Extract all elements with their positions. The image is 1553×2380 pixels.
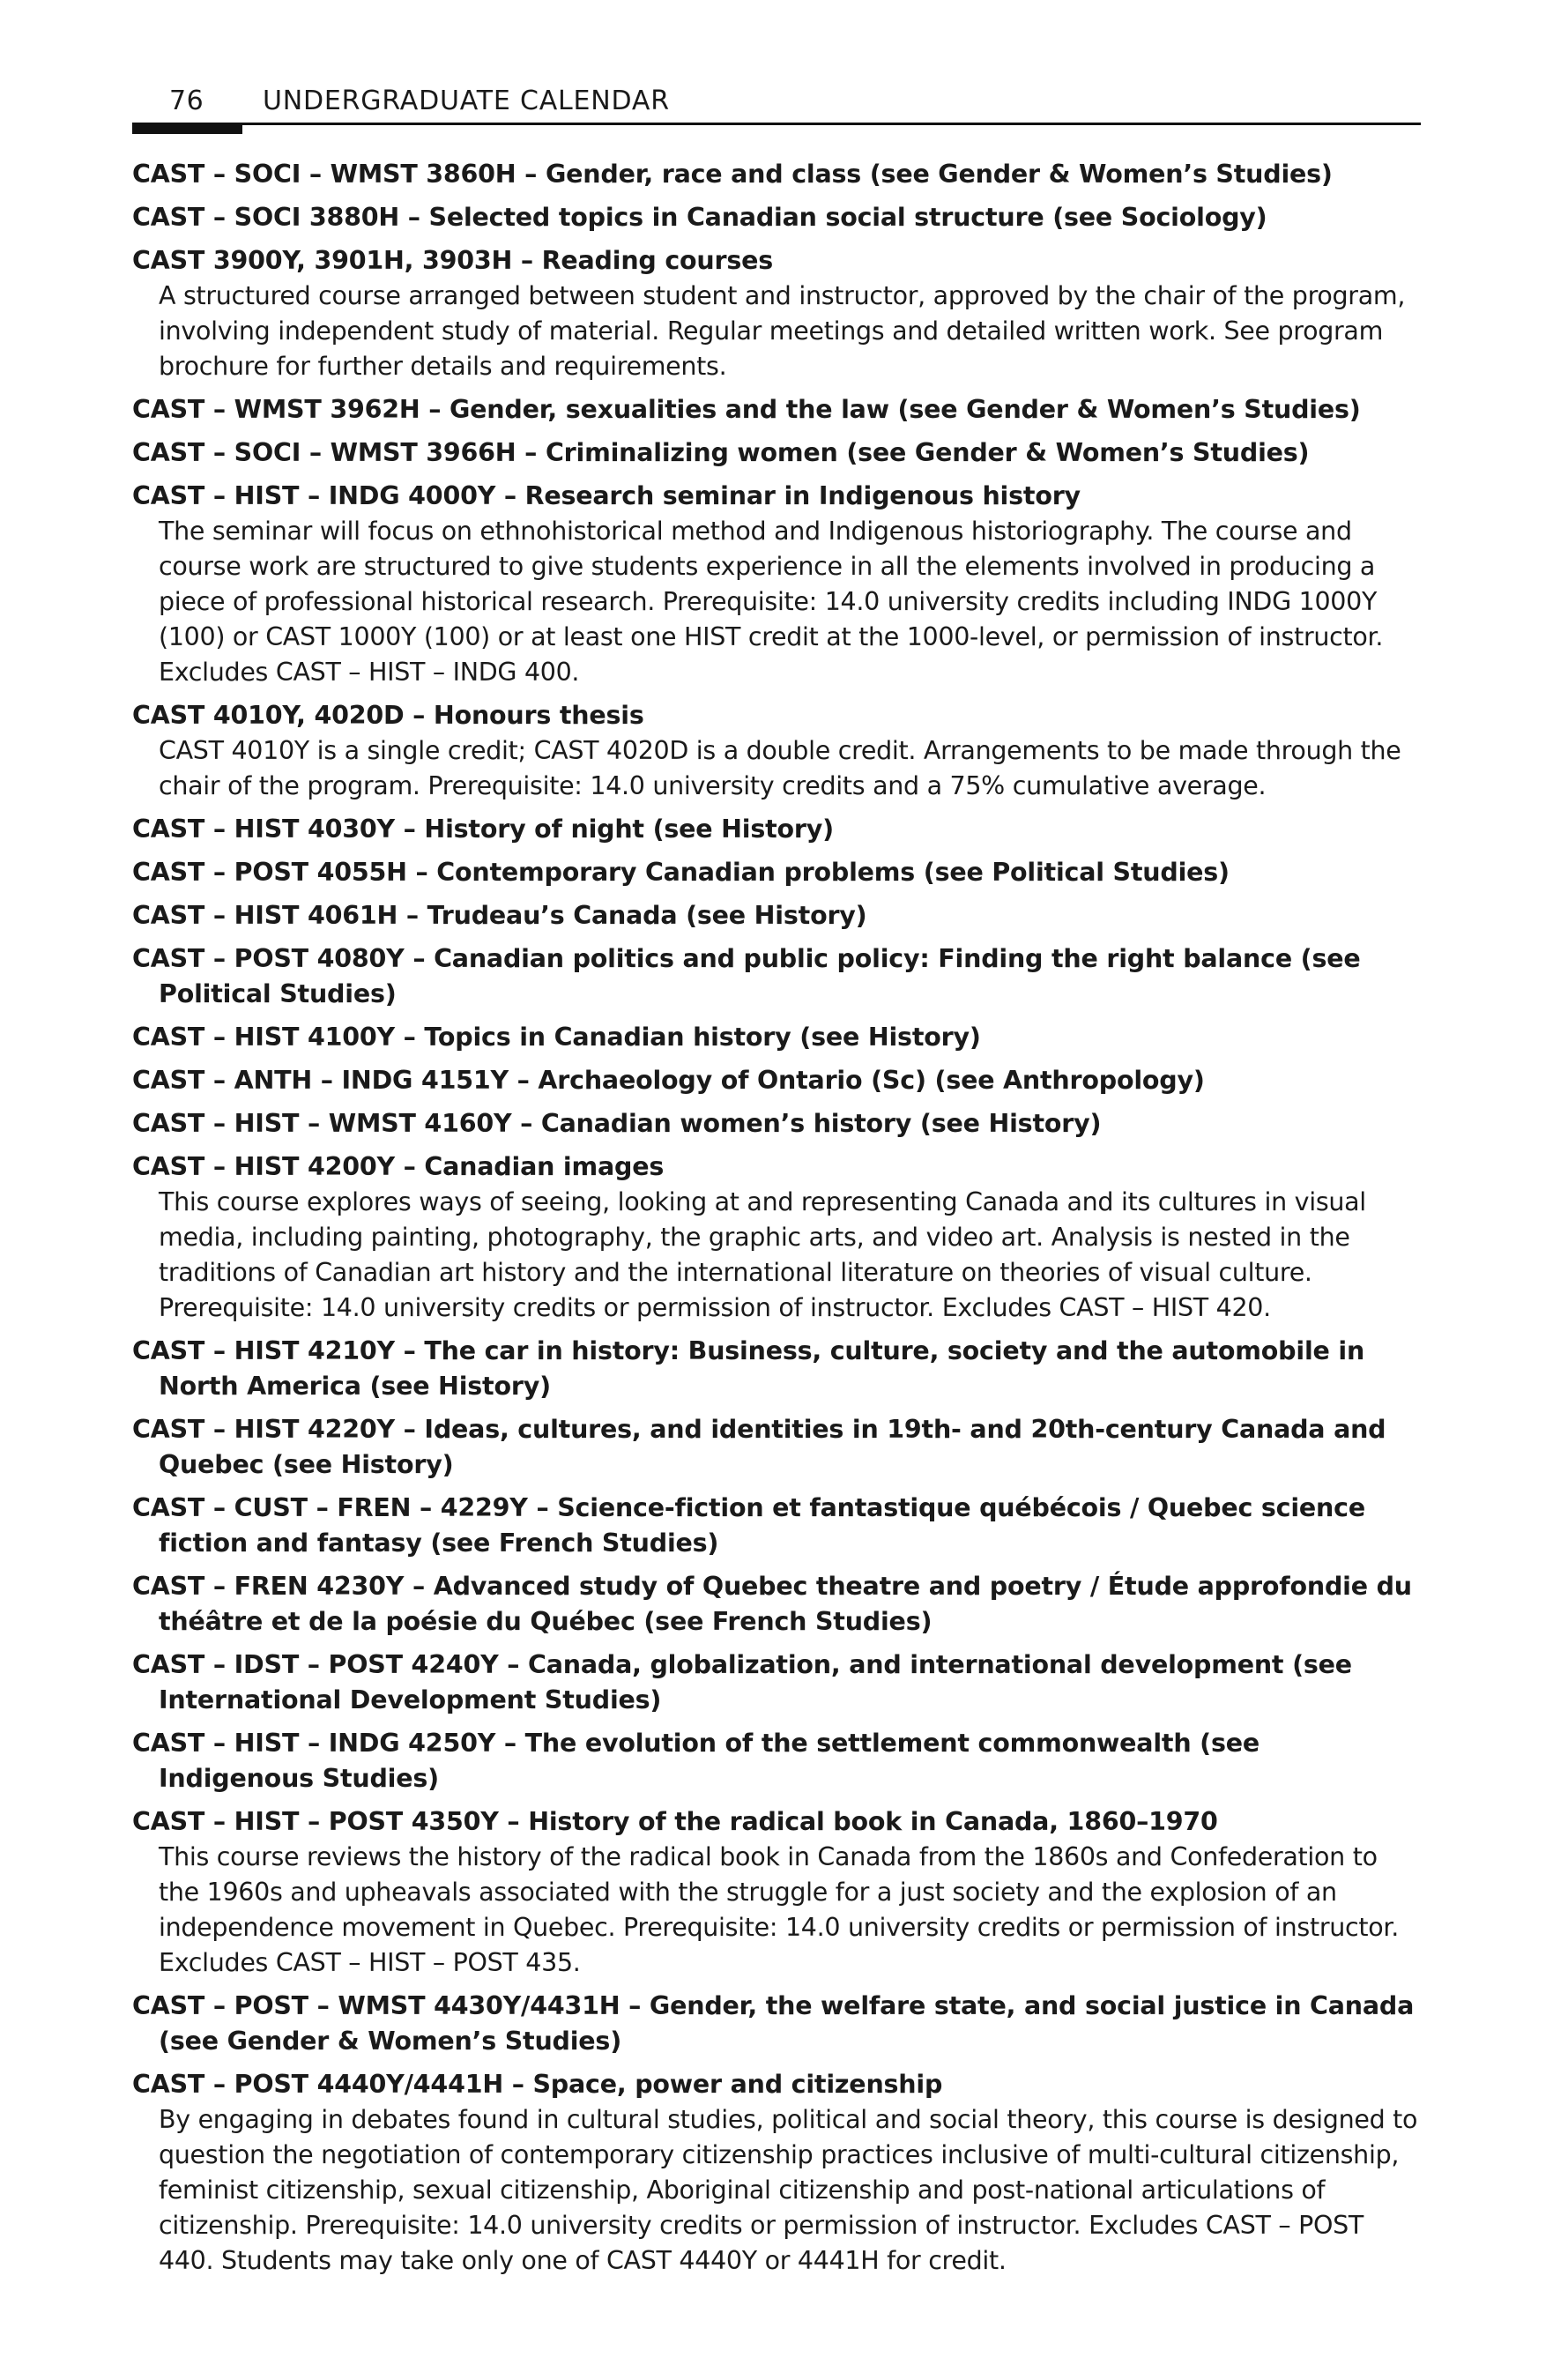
course-description: This course explores ways of seeing, looking at and representing Canada and its cultures in visual media, including painting, photography, the graphic arts, and video art. Analysis is nested in the traditions of Canadian art history and the international literature on theories of visual culture. Prerequisite: 14.0 university credits or permission of instructor. Excludes CAST – HIST 420.	[159, 1187, 1366, 1322]
course-title: CAST – SOCI 3880H – Selected topics in Canadian social structure (see Sociology)	[132, 203, 1267, 232]
course-title: CAST – HIST 4061H – Trudeau’s Canada (see History)	[132, 901, 867, 930]
course-entry	[132, 1063, 1421, 1098]
course-title: CAST – HIST 4200Y – Canadian images	[132, 1152, 665, 1181]
course-title: CAST – FREN 4230Y – Advanced study of Quebec theatre and poetry / Étude approfondie du théâtre et de la poésie du Québec (see French Studies)	[132, 1572, 1412, 1636]
course-entry	[132, 1106, 1421, 1142]
course-title: CAST – HIST 4210Y – The car in history: Business, culture, society and the automobile in North America (see History)	[132, 1336, 1365, 1401]
course-entry	[132, 898, 1421, 933]
page-number: 76	[169, 86, 204, 116]
course-entry	[132, 1989, 1421, 2059]
course-description: This course reviews the history of the radical book in Canada from the 1860s and Confederation to the 1960s and upheavals associated with the struggle for a just society and the explosion of an independence movement in Quebec. Prerequisite: 14.0 university credits or permission of instructor. Excludes CAST – HIST – POST 435.	[159, 1842, 1399, 1977]
course-title: CAST – POST 4055H – Contemporary Canadian problems (see Political Studies)	[132, 858, 1230, 887]
course-title: CAST – CUST – FREN – 4229Y – Science-fiction et fantastique québécois / Quebec science fiction and fantasy (see French Studies)	[132, 1493, 1365, 1558]
course-title: CAST – IDST – POST 4240Y – Canada, globalization, and international development (see International Development Studies)	[132, 1650, 1352, 1714]
course-title: CAST – HIST 4030Y – History of night (see History)	[132, 814, 834, 844]
course-entry	[132, 392, 1421, 428]
course-entry	[132, 200, 1421, 235]
course-title: CAST – HIST – WMST 4160Y – Canadian women’s history (see History)	[132, 1109, 1102, 1138]
course-entry	[132, 941, 1421, 1012]
course-entry	[132, 1412, 1421, 1483]
course-title: CAST – ANTH – INDG 4151Y – Archaeology of Ontario (Sc) (see Anthropology)	[132, 1066, 1205, 1095]
course-title: CAST 4010Y, 4020D – Honours thesis	[132, 701, 644, 730]
course-title: CAST – HIST 4220Y – Ideas, cultures, and identities in 19th- and 20th-century Canada and Quebec (see History)	[132, 1415, 1386, 1479]
course-title: CAST 3900Y, 3901H, 3903H – Reading courses	[132, 246, 774, 275]
course-entry	[132, 2067, 1421, 2279]
page-header	[132, 81, 1421, 134]
course-entry	[132, 1020, 1421, 1055]
course-title: CAST – POST 4080Y – Canadian politics and public policy: Finding the right balance (see Political Studies)	[132, 944, 1361, 1008]
course-description: By engaging in debates found in cultural studies, political and social theory, this course is designed to question the negotiation of contemporary citizenship practices inclusive of multi-cultural citizenship, feminist citizenship, sexual citizenship, Aboriginal citizenship and post-national articulations of citizenship. Prerequisite: 14.0 university credits or permission of instructor. Excludes CAST – POST 440. Students may take only one of CAST 4440Y or 4441H for credit.	[159, 2105, 1418, 2275]
course-entry	[132, 157, 1421, 192]
course-description: A structured course arranged between student and instructor, approved by the chair of the program, involving independent study of material. Regular meetings and detailed written work. See program brochure for further details and requirements.	[159, 281, 1406, 381]
course-description: The seminar will focus on ethnohistorical method and Indigenous historiography. The course and course work are structured to give students experience in all the elements involved in producing a piece of professional historical research. Prerequisite: 14.0 university credits including INDG 1000Y (100) or CAST 1000Y (100) or at least one HIST credit at the 1000-level, or permission of instructor. Excludes CAST – HIST – INDG 400.	[159, 517, 1384, 687]
course-entry	[132, 479, 1421, 690]
course-entry	[132, 243, 1421, 384]
course-entry	[132, 1334, 1421, 1404]
course-title: CAST – SOCI – WMST 3860H – Gender, race and class (see Gender & Women’s Studies)	[132, 160, 1333, 189]
course-listing	[132, 157, 1421, 2287]
course-description: CAST 4010Y is a single credit; CAST 4020D is a double credit. Arrangements to be made through the chair of the program. Prerequisite: 14.0 university credits and a 75% cumulative average.	[159, 736, 1401, 800]
course-entry	[132, 435, 1421, 471]
course-title: CAST – WMST 3962H – Gender, sexualities and the law (see Gender & Women’s Studies)	[132, 395, 1361, 424]
course-entry	[132, 812, 1421, 847]
course-entry	[132, 1569, 1421, 1640]
course-title: CAST – POST – WMST 4430Y/4431H – Gender, the welfare state, and social justice in Canada (see Gender & Women’s Studies)	[132, 1991, 1415, 2056]
course-entry	[132, 698, 1421, 804]
running-title: UNDERGRADUATE CALENDAR	[263, 86, 670, 116]
course-title: CAST – HIST – INDG 4250Y – The evolution of the settlement commonwealth (see Indigenous Studies)	[132, 1729, 1259, 1793]
course-entry	[132, 1647, 1421, 1718]
course-title: CAST – HIST – POST 4350Y – History of the radical book in Canada, 1860–1970	[132, 1807, 1218, 1836]
course-entry	[132, 1804, 1421, 1981]
course-entry	[132, 855, 1421, 890]
course-entry	[132, 1726, 1421, 1796]
course-title: CAST – HIST 4100Y – Topics in Canadian history (see History)	[132, 1023, 981, 1052]
course-title: CAST – SOCI – WMST 3966H – Criminalizing women (see Gender & Women’s Studies)	[132, 438, 1310, 467]
header-rule	[132, 123, 1421, 125]
course-title: CAST – HIST – INDG 4000Y – Research seminar in Indigenous history	[132, 481, 1081, 510]
course-entry	[132, 1491, 1421, 1561]
course-entry	[132, 1149, 1421, 1326]
header-tab-marker	[132, 123, 242, 134]
course-title: CAST – POST 4440Y/4441H – Space, power and citizenship	[132, 2070, 943, 2099]
